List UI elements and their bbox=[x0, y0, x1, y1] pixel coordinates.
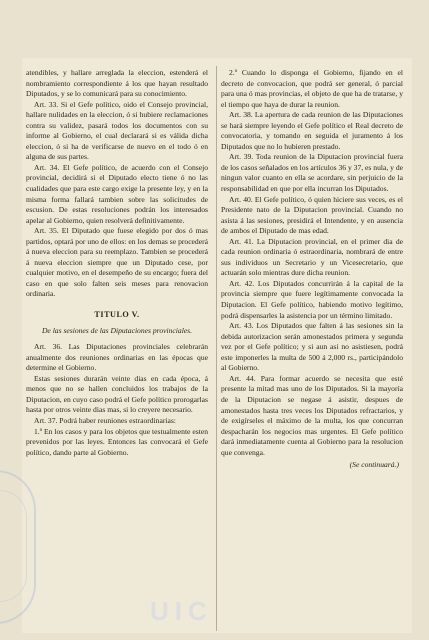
continuation-note: (Se continuará.) bbox=[349, 460, 399, 470]
paragraph-art-40: Art. 40. El Gefe político, ó quien hiciere sus veces, es el Presidente nato de la Diputacion provincial. Cuando no asista á las sesiones, presidirá el Intendente, y en ausencia de ambos el Diputado de mas edad. bbox=[221, 194, 403, 236]
paragraph-art-33: Art. 33. Si el Gefe político, oido el Consejo provincial, hallare nulidades en la eleccion, ó si hubiere reclamaciones contra su validez, pasará todos los documentos con su informe al Gobierno, el cual declarará si es válida dicha eleccion, ó si ha de verificarse de nuevo en el todo ó en alguna de sus partes. bbox=[26, 99, 208, 162]
column-divider bbox=[216, 66, 217, 631]
paragraph-art-43: Art. 43. Los Diputados que falten á las sesiones sin la debida autorizacion serán amonestados primera y segunda vez por el Gefe político; y si aun asi no asistiesen, podrá este imponerles la multa de 500 á 2,000 rs., participándolo al Gobierno. bbox=[221, 321, 403, 373]
paragraph-art-41: Art. 41. La Diputacion provincial, en el primer dia de cada reunion ordinaria ó estraordinaria, nombrará de entre sus individuos un Secretario y un Vicesecretario, que actuarán solo mientras dure dicha reunion. bbox=[221, 236, 403, 278]
paragraph-art-35: Art. 35. El Diputado que fuese elegido por dos ó mas partidos, optará por uno de ellos: en los demas se procederá á nueva eleccion para su reemplazo. Tambien se procederá á nueva eleccion siempre que un Diputado cese, por cualquier motivo, en el desempeño de su encargo; fuera del caso en que solo falten seis meses para renovacion ordinaria. bbox=[26, 226, 208, 299]
paragraph-art-36: Art. 36. Las Diputaciones provinciales celebrarán anualmente dos reuniones ordinarias en las épocas que determine el Gobierno. bbox=[26, 342, 208, 373]
paragraph-art-44: Art. 44. Para formar acuerdo se necesita que esté presente la mitad mas uno de los Diputados. Si la mayoría de la Diputacion se negase á asistir, despues de amonestados hasta tres veces los Diputados refractarios, y de exigírseles el máximo de la multa, los que concurran despacharán los negocios mas urgentes. El Gefe político dará inmediatamente cuenta al Gobierno para la resolucion que convenga. bbox=[221, 373, 403, 457]
library-stamp-ring bbox=[0, 490, 27, 602]
paragraph-art-34: Art. 34. El Gefe político, de acuerdo con el Consejo provincial, decidirá si el Diputado electo tiene ó no las cualidades que para este cargo exige la presente ley, y en la misma forma fallará tambien sobre las solicitudes de escusion. De estas resoluciones podrán los interesados apelar al Gobierno, quien resolverá definitivamente. bbox=[26, 162, 208, 225]
paragraph: atendibles, y hallare arreglada la eleccion, estenderá el nombramiento correspondiente á los que hayan resultado Diputados, y se lo comunicará para su conocimiento. bbox=[26, 68, 208, 99]
paragraph-sessions: Estas sesiones durarán veinte dias en cada época, á menos que no se hallen concluidos los trabajos de la Diputacion, en cuyo caso podrá el Gefe político prorogarlas hasta por otros veinte dias mas, si lo creyere necesario. bbox=[26, 373, 208, 415]
paragraph-item-2: 2.º Cuando lo disponga el Gobierno, fijando en el decreto de convocacion, que podrá ser general, ó parcial para una ó mas provincias, el objeto de que ha de tratarse, y el tiempo que haya de durar la reunion. bbox=[221, 68, 403, 109]
paragraph-art-37: Art. 37. Podrá haber reuniones estraordinarias: bbox=[34, 415, 176, 425]
section-subtitle: De las sesiones de las Diputaciones provinciales. bbox=[41, 325, 193, 335]
paragraph-art-39: Art. 39. Toda reunion de la Diputacion provincial fuera de los casos señalados en los artículos 36 y 37, es nula, y de ningun valor cuanto en ella se acordare, sin perjuicio de la responsabilidad en que por ella incurran los Diputados. bbox=[221, 152, 404, 194]
left-column bbox=[26, 68, 208, 458]
document-page bbox=[22, 58, 412, 633]
paragraph-item-1: 1.º En los casos y para los objetos que testualmente esten prevenidos por las leyes. Entonces las convocará el Gefe político, dando parte al Gobierno. bbox=[26, 426, 208, 457]
paragraph-art-42: Art. 42. Los Diputados concurrirán á la capital de la provincia siempre que fuere legítimamente convocada la Diputacion. El Gefe político, habiendo motivo legítimo, podrá dispensarles la asistencia por un término limitado. bbox=[221, 278, 403, 320]
right-column bbox=[221, 68, 403, 471]
watermark: UIC bbox=[150, 596, 213, 626]
section-title: TITULO V. bbox=[94, 310, 140, 320]
paragraph-art-38: Art. 38. La apertura de cada reunion de las Diputaciones se hará siempre leyendo el Gefe político el Real decreto de convocatoria, y tomando en seguida el juramento á los Diputados que no lo hubieren prestado. bbox=[221, 110, 403, 151]
